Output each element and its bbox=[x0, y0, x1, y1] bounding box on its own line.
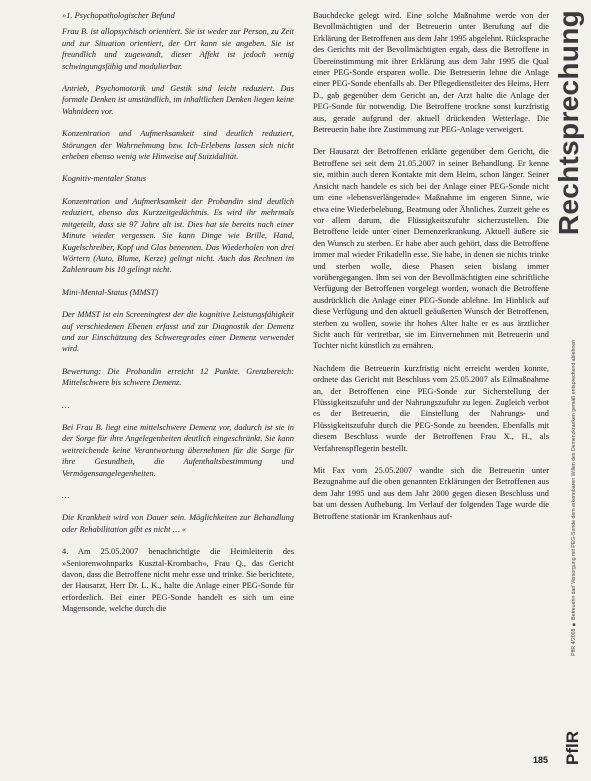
left-column bbox=[62, 10, 294, 615]
paragraph: Bauchdecke gelegt wird. Eine solche Maßnahme werde von der Bevollmächtigten und der Betreuerin unter Berufung auf die Erklärung der Betroffenen aus dem Jahr 1995 abgelehnt. Rücksprache des Gerichts mit der Bevollmächtigten ergab, dass die Betroffene in Übereinstimmung mit ihrer Erklärung aus dem Jahr 1995 die Qual einer PEG-Sonde ersparen wolle. Die Betreuerin lehne die Anlage einer PEG-Sonde ebenfalls ab. Der Pflegedienstleiter des Heims, Herr D., gab gegenüber dem Gericht an, der Arzt halte die Anlage der PEG-Sonde für notwendig. Die Betroffene trockne sonst kurzfristig aus, gerade aufgrund der aktuell drückenden Wetterlage. Die Betreuerin habe ihre Zustimmung zur PEG-Anlage verweigert. bbox=[313, 11, 549, 135]
paragraph: Antrieb, Psychomotorik und Gestik sind leicht reduziert. Das formale Denken ist umständlich, im inhaltlichen Denken liegen keine Wahnideen vor. bbox=[62, 84, 294, 116]
paragraph: Mit Fax vom 25.05.2007 wandte sich die Betreuerin unter Bezugnahme auf die oben genannten Erklärungen der Betroffenen aus dem Jahr 1995 und aus dem Jahr 2000 gegen diesen Beschluss und bat um dessen Aufhebung. Im Verlauf der folgenden Tage wurde die Betroffene stationär im Krankenhaus auf- bbox=[313, 466, 549, 521]
ellipsis: … bbox=[62, 491, 70, 500]
paragraph: Bewertung: Die Probandin erreicht 12 Punkte. Grenzbereich: Mittelschwere bis schwere Demenz. bbox=[62, 366, 294, 388]
paragraph: Konzentration und Aufmerksamkeit der Probandin sind deutlich reduziert, ebenso das Kurzzeitgedächtnis. Es wird ihr mehrmals mitgeteilt, dass sie 97 Jahre alt ist. Dies hat sie bereits nach einer Minute wieder vergessen. Sie kann Dinge wie Brille, Hand, Kugelschreiber, Kopf und Glas benennen. Das Wiederholen von drei Wörtern (Auto, Blume, Kerze) gelingt nicht. Auch das Rechnen im Zahlenraum bis 10 gelingt nicht. bbox=[62, 196, 294, 275]
paragraph: Nachdem die Betreuerin kurzfristig nicht erreicht werden konnte, ordnete das Gericht mit Beschluss vom 25.05.2007 als Eilmaßnahme an, der Betroffenen eine PEG-Sonde zur Sicherstellung der Flüssigkeitszufuhr und der Nahrungszufuhr zu legen. Zugleich verbot es der Betreuerin, die Einstellung der Nahrungs- und Flüssigkeitszufuhr durch die PEG-Sonde zu beenden. Ebenfalls mit diesem Beschluss wurde der Betroffenen Frau X., H., als Verfahrenspflegerin bestellt. bbox=[313, 363, 549, 453]
paragraph: Der MMST ist ein Screeningtest der die kognitive Leistungsfähigkeit auf verschiedenen Ebenen erfasst und zur Diagnostik der Demenz und zur Einschätzung des Schweregrades einer Demenz verwendet wird. bbox=[62, 310, 294, 354]
subheading-cognitive-status: Kognitiv-mentaler Status bbox=[62, 174, 146, 184]
paragraph-numbered-4: 4. Am 25.05.2007 benachrichtigte die Heimleiterin des »Seniorenwohnparks Kusztal-Krombach«, Frau Q., das Gericht davon, dass die Betroffene nicht mehr esse und trinke. Sie berichtete, der Hausarzt, Herr Dr. L. K., halte die Anlage einer PEG-Sonde für erforderlich. Bei einer PEG-Sonde handelt es sich um eine Magensonde, welche durch die bbox=[62, 547, 294, 614]
section-title-rechtsprechung: Rechtsprechung bbox=[553, 10, 584, 236]
paragraph: Der Hausarzt der Betroffenen erklärte gegenüber dem Gericht, die Betroffene sei seit dem 21.05.2007 in seiner Behandlung. Er kenne sie, mithin auch deren Kontakte mit dem Heim, schon länger. Seiner Ansicht nach handele es sich bei der Anlage einer PEG-Sonde nicht um eine »lebensverlängernde« Maßnahme im engeren Sinne, wie etwa eine Wiederbelebung, Beatmung oder Ähnliches. Zurzeit gehe es vor allem darum, die Flüssigkeitszufuhr sicherzustellen. Die Betroffene leide unter einer Demenzerkrankung. Aktuell äußere sie den Wunsch zu sterben. Er habe aber auch gehört, dass die Betroffene immer mal wieder Frikadelln esse. Sie habe, in denen sie nichts trinke und sterben wolle, diese Phasen seien bislang immer vorübergegangen. Ihm sei von der Bevollmächtigten eine schriftliche Verfügung der Betroffenen vorgelegt worden, wonach die Betroffene ausdrücklich die Anlage einer PEG-Sonde ablehne. Im Hinblick auf diese Verfügung und den aktuell geäußerten Wunsch der Betroffenen, sterben zu wollen, sowie ihr hohes Alter halte er es aus ärztlicher Sicht auch für vertretbar, sie im Einvernehmen mit Betreuerin und Tochter nicht künstlich zu ernähren. bbox=[313, 147, 549, 351]
paragraph: Frau B. ist allopsychisch orientiert. Sie ist weder zur Person, zu Zeit und zur Situation orientiert, der Ort kann sie angeben. Sie ist freundlich und zugewandt, dieser Affekt ist jedoch wenig schwingungsfähig und modulierbar. bbox=[62, 27, 294, 71]
right-column bbox=[313, 10, 549, 522]
paragraph: Konzentration und Aufmerksamkeit sind deutlich reduziert, Störungen der Wahrnehmung bzw. Ich-Erlebens lassen sich nicht erheben ebenso wenig wie Hinweise auf Suizidalität. bbox=[62, 129, 294, 162]
ellipsis: … bbox=[62, 400, 70, 410]
paragraph: Bei Frau B. liegt eine mittelschwere Demenz vor, dadurch ist sie in der Sorge für ihre Angelegenheiten deutlich eingeschränkt. Sie kann weitreichende keine Verantwortung übernehmen für die Sorge für ihre Gesundheit, die Aufenthaltsbestimmung und Vermögensangelegenheiten. bbox=[62, 422, 294, 478]
paragraph: Die Krankheit wird von Dauer sein. Möglichkeiten zur Behandlung oder Rehabilitation gibt es nicht … « bbox=[62, 513, 294, 534]
page-number: 185 bbox=[533, 755, 549, 765]
section-heading-psychopathological-findings: »1. Psychopathologischer Befund bbox=[62, 11, 175, 20]
running-header-strip: PflR 4/2008 ■ Betreuerin darf Versorgung mit PEG-Sonde dem erkennbaren Willen des Demenzkranken gemäß entsprechend ablehnen bbox=[571, 340, 577, 656]
journal-logo: PflR bbox=[563, 731, 582, 765]
subheading-mmst: Mini-Mental-Status (MMST) bbox=[62, 287, 159, 297]
